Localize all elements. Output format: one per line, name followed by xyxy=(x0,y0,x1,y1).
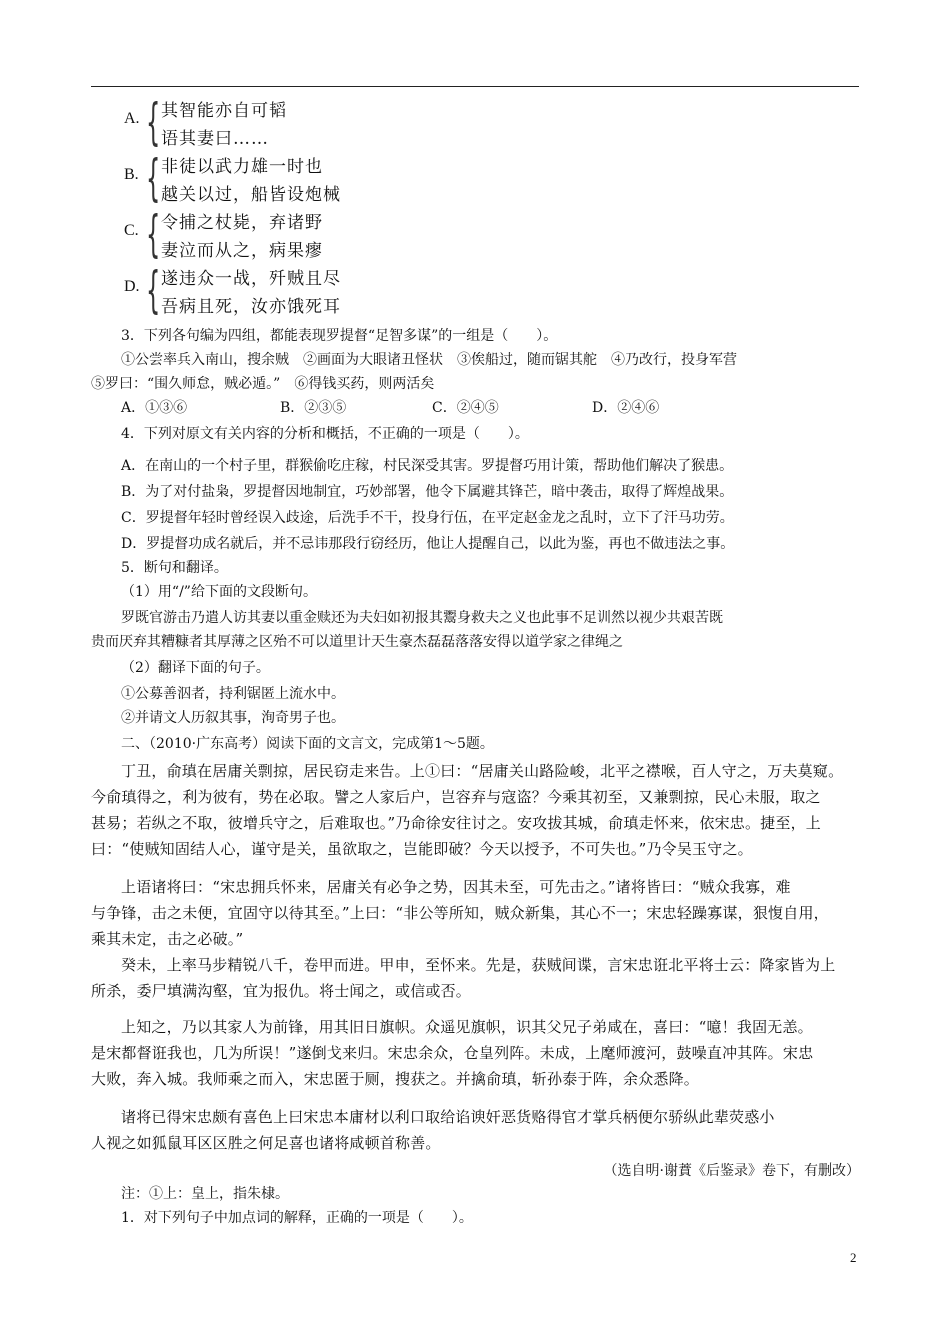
option-line: 语其妻曰…… xyxy=(161,129,269,149)
q3-items-2: ⑤罗曰：“围久师怠，贼必遁。” ⑥得钱买药，则两活矣 xyxy=(91,376,435,392)
passage-line: 上语诸将曰：“宋忠拥兵怀来，居庸关有必争之势，因其未至，可先击之。”诸将皆曰：“贼众我寡，难 xyxy=(121,878,791,896)
brace-icon: { xyxy=(146,205,161,263)
passage-line: 甚易；若纵之不取，彼增兵守之，后难取也。”乃命徐安往讨之。安攻拔其城，俞瑱走怀来，依宋忠。捷至，上 xyxy=(91,814,821,832)
q3-choice-a: A．①③⑥ xyxy=(121,400,188,416)
q1-stem: 1．对下列句子中加点词的解释，正确的一项是（ ）。 xyxy=(121,1210,473,1226)
passage-line: 丁丑，俞瑱在居庸关剽掠，居民窃走来告。上①曰：“居庸关山路险峻，北平之襟喉，百人守之，万夫莫窥。 xyxy=(121,762,844,780)
brace-icon: { xyxy=(146,149,161,207)
page-number: 2 xyxy=(850,1250,857,1265)
option-line: 遂违众一战，歼贼且尽 xyxy=(161,269,341,289)
q4-stem: 4．下列对原文有关内容的分析和概括，不正确的一项是（ ）。 xyxy=(121,426,529,442)
passage-line: 与争锋，击之未便，宜固守以待其至。”上曰：“非公等所知，贼众新集，其心不一；宋忠轻躁寡谋，狠愎自用， xyxy=(91,904,829,922)
passage-line: 所杀，委尸填满沟壑，宜为报仇。将士闻之，或信或否。 xyxy=(91,982,472,1000)
source-citation: （选自明·谢蕡《后鉴录》卷下，有删改） xyxy=(603,1163,860,1179)
option-letter: D. xyxy=(124,278,140,295)
q5-part-1: （1）用“/”给下面的文段断句。 xyxy=(121,584,317,600)
passage-line: 人视之如狐鼠耳区区胜之何足喜也诸将咸顿首称善。 xyxy=(91,1134,441,1152)
option-line: 越关以过，船皆设炮械 xyxy=(161,185,341,205)
q3-stem: 3．下列各句编为四组，都能表现罗提督“足智多谋”的一组是（ ）。 xyxy=(121,328,558,344)
q5-text-line-2: 贵而厌弃其糟糠者其厚薄之区殆不可以道里计天生豪杰磊磊落落安得以道学家之律绳之 xyxy=(91,634,623,650)
passage-line: 是宋都督诳我也，几为所误！”遂倒戈来归。宋忠余众，仓皇列阵。未成，上麾师渡河，鼓噪直冲其阵。宋忠 xyxy=(91,1044,814,1062)
option-line: 其智能亦自可韬 xyxy=(161,101,287,121)
brace-icon: { xyxy=(146,261,161,319)
q4-option-b: B．为了对付盐枭，罗提督因地制宜，巧妙部署，他令下属避其锋芒，暗中袭击，取得了辉煌战果。 xyxy=(121,484,734,500)
passage-line: 诸将已得宋忠颇有喜色上曰宋忠本庸材以利口取给谄谀奸恶货赂得官才掌兵柄便尔骄纵此辈荧惑小 xyxy=(121,1108,775,1126)
q5-part-2: （2）翻译下面的句子。 xyxy=(121,660,270,676)
option-line: 吾病且死，汝亦饿死耳 xyxy=(161,297,341,317)
q4-option-c: C．罗提督年轻时曾经误入歧途，后洗手不干，投身行伍，在平定赵金龙之乱时，立下了汗马功劳。 xyxy=(121,510,734,526)
passage-line: 乘其未定，击之必破。” xyxy=(91,930,244,948)
option-line: 妻泣而从之，病果瘳 xyxy=(161,241,323,261)
note: 注：①上：皇上，指朱棣。 xyxy=(121,1186,289,1202)
q3-choice-d: D．②④⑥ xyxy=(592,400,660,416)
option-letter: A. xyxy=(124,110,140,127)
option-letter: B. xyxy=(124,166,139,183)
section2-heading: 二、（2010·广东高考）阅读下面的文言文，完成第1～5题。 xyxy=(121,736,494,752)
q3-choice-c: C．②④⑤ xyxy=(432,400,499,416)
q5-text-line-1: 罗既官游击乃遣人访其妻以重金赎还为夫妇如初报其鬻身救夫之义也此事不足训然以视少共艰苦既 xyxy=(121,610,723,626)
q3-items-1: ①公尝率兵入南山，搜余贼 ②画面为大眼诸丑怪状 ③俟船过，随而锯其舵 ④乃改行，投身军营 xyxy=(121,352,737,368)
passage-line: 今俞瑱得之，利为彼有，势在必取。譬之人家后户，岂容弃与寇盗？今乘其初至，又兼剽掠，民心未服，取之 xyxy=(91,788,821,806)
option-line: 令捕之杖毙，弃诸野 xyxy=(161,213,323,233)
q4-option-a: A．在南山的一个村子里，群猴偷吃庄稼，村民深受其害。罗提督巧用计策，帮助他们解决了猴患。 xyxy=(121,458,734,474)
q3-choice-b: B．②③⑤ xyxy=(280,400,347,416)
q5-sentence-1: ①公募善泅者，持利锯匿上流水中。 xyxy=(121,686,345,702)
passage-line: 上知之，乃以其家人为前锋，用其旧日旗帜。众遥见旗帜，识其父兄子弟咸在，喜曰：“噫！我固无恙。 xyxy=(121,1018,813,1036)
option-letter: C. xyxy=(124,222,139,239)
passage-line: 大败，奔入城。我师乘之而入，宋忠匿于厕，搜获之。并擒俞瑱，斩孙泰于阵，余众悉降。 xyxy=(91,1070,700,1088)
brace-icon: { xyxy=(146,93,161,151)
q4-option-d: D．罗提督功成名就后，并不忌讳那段行窃经历，他让人提醒自己，以此为鉴，再也不做违法之事。 xyxy=(121,536,735,552)
q5-sentence-2: ②并请文人历叙其事，洵奇男子也。 xyxy=(121,710,345,726)
header-rule xyxy=(91,86,859,87)
passage-line: 癸未，上率马步精锐八千，卷甲而进。甲申，至怀来。先是，获贼间谍，言宋忠诳北平将士云：降家皆为上 xyxy=(121,956,836,974)
passage-line: 曰：“使贼知固结人心，谨守是关，虽欲取之，岂能即破？今天以授予，不可失也。”乃令吴玉守之。 xyxy=(91,840,753,858)
q5-stem: 5．断句和翻译。 xyxy=(121,560,228,576)
option-line: 非徒以武力雄一时也 xyxy=(161,157,323,177)
